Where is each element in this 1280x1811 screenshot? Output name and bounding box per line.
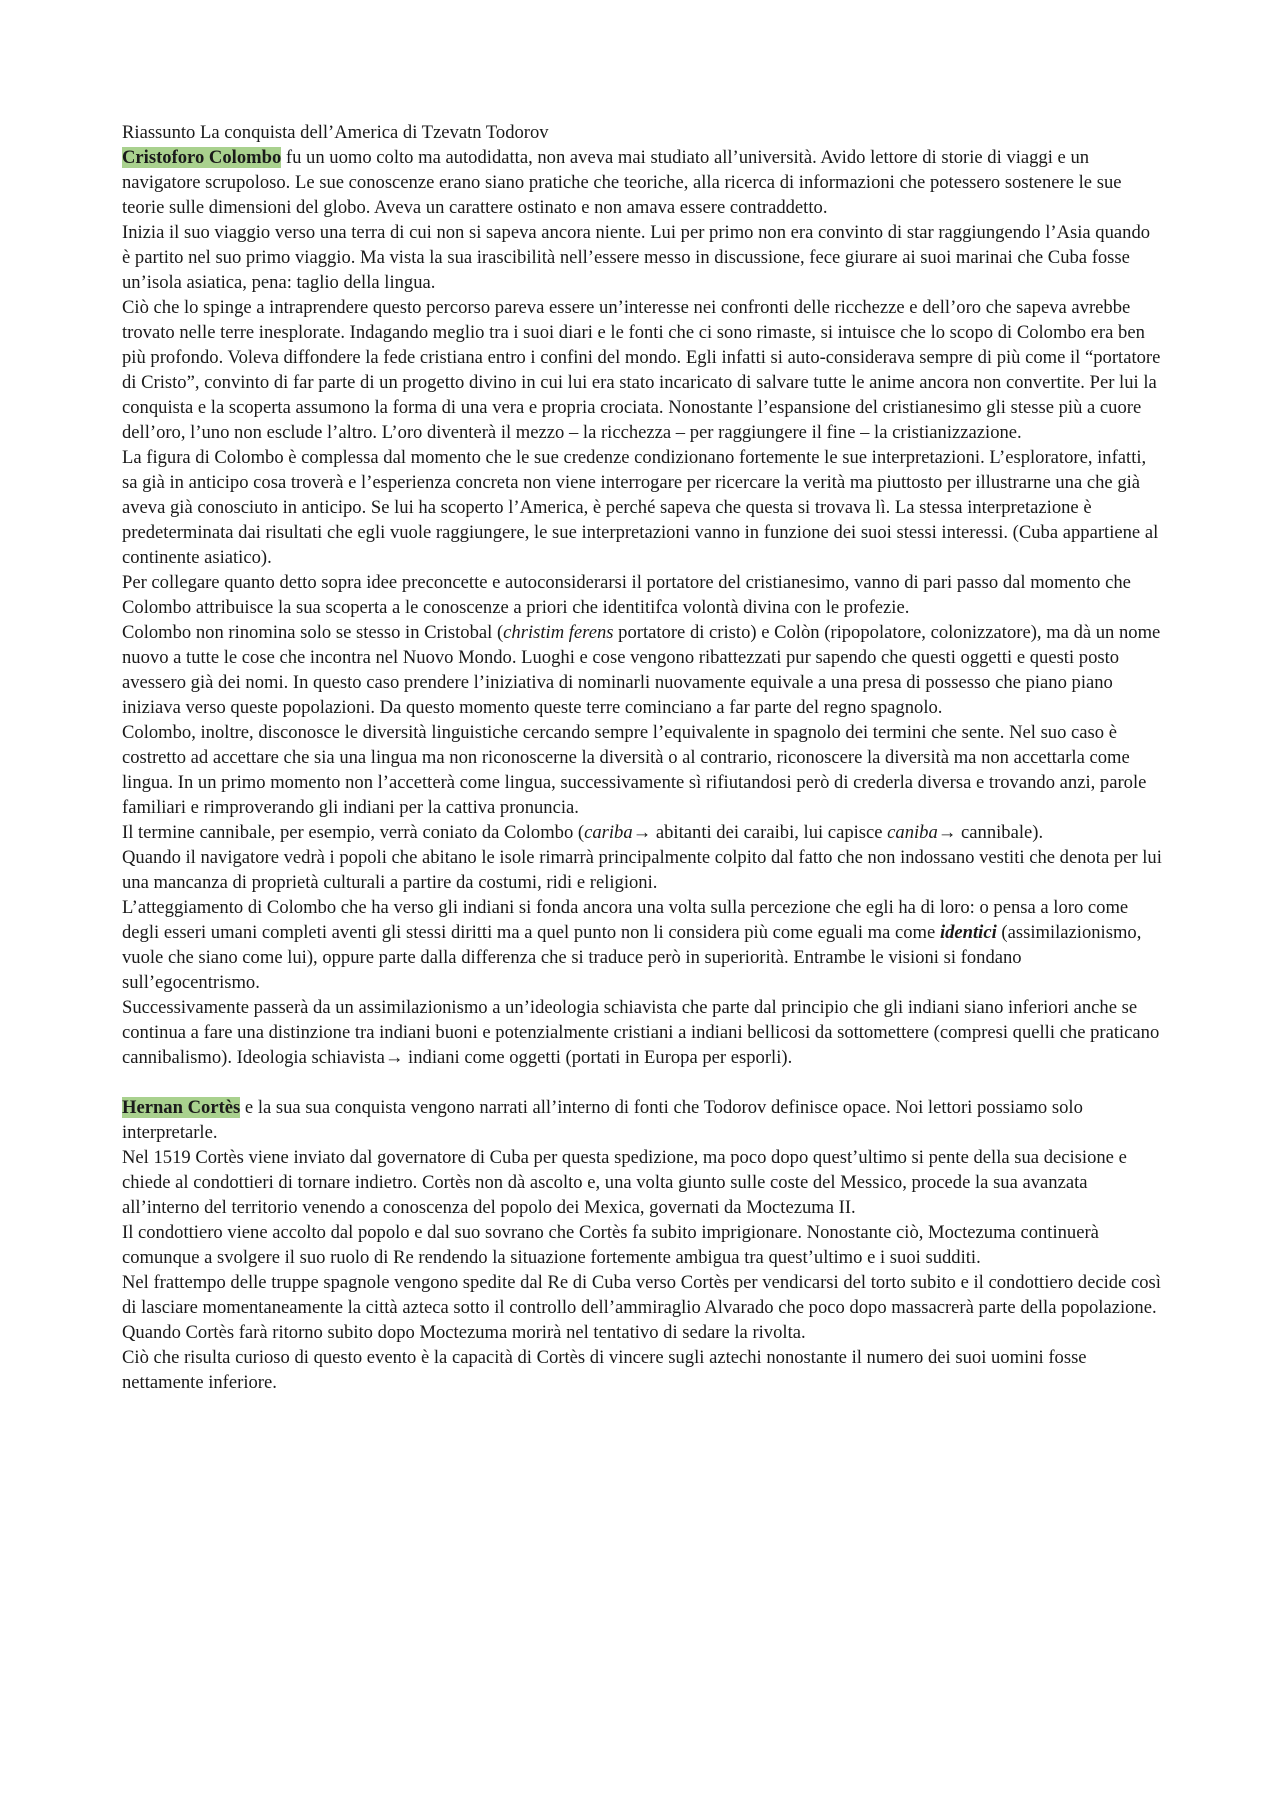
paragraph: Il condottiero viene accolto dal popolo e dal suo sovrano che Cortès fa subito imprigionare. Nonostante ciò, Moctezuma continuerà comunque a svolgere il suo ruolo di Re rendendo la situazione fortemente ambigua tra quest’ultimo e i suoi sudditi. [122,1222,1099,1268]
paragraph: La figura di Colombo è complessa dal momento che le sue credenze condizionano fortemente le sue interpretazioni. L’esploratore, infatti, sa già in anticipo cosa troverà e l’esperienza concreta non viene interrogare per ricercare la verità ma piuttosto per illustrarne una che già aveva già conosciuto in anticipo. Se lui ha scoperto l’America, è perché sapeva che questa si trovava lì. La stessa interpretazione è predeterminata dai risultati che egli vuole raggiungere, le sue interpretazioni vanno in funzione dei suoi stessi interessi. (Cuba appartiene al continente asiatico). [122,447,1159,568]
paragraph-text: Colombo non rinomina solo se stesso in Cristobal ( [122,622,504,643]
paragraph-text: e la sua sua conquista vengono narrati all’interno di fonti che Todorov definisce opace. Noi lettori possiamo solo interpretarle. [122,1097,1083,1143]
paragraph: Colombo, inoltre, disconosce le diversità linguistiche cercando sempre l’equivalente in spagnolo dei termini che sente. Nel suo caso è costretto ad accettare che sia una lingua ma non riconoscerne la diversità o al contrario, riconoscere la diversità ma non accettarla come lingua. In un primo momento non l’accetterà come lingua, successivamente sì rifiutandosi però di crederla diversa e trovando anzi, parole familiari e rimproverando gli indiani per la cattiva pronuncia. [122,722,1147,818]
bold-italic-term: identici [939,922,997,943]
paragraph [122,820,1162,845]
section-spacer [122,1070,1162,1095]
paragraph-text: → cannibale). [937,822,1044,843]
paragraph-text: L’atteggiamento di Colombo che ha verso gli indiani si fonda ancora una volta sulla percezione che egli ha di loro: o pensa a loro come degli esseri umani completi aventi gli stessi diritti ma a quel punto non li considera più come eguali ma come [122,897,1129,943]
section-heading-colombo: Cristoforo Colombo [122,147,282,168]
italic-term: caniba [887,822,938,843]
paragraph: Inizia il suo viaggio verso una terra di cui non si sapeva ancora niente. Lui per primo non era convinto di star raggiungendo l’Asia quando è partito nel suo primo viaggio. Ma vista la sua irascibilità nell’essere messo in discussione, fece giurare ai suoi marinai che Cuba fosse un’isola asiatica, pena: taglio della lingua. [122,222,1151,293]
paragraph [122,620,1162,720]
paragraph: Nel frattempo delle truppe spagnole vengono spedite dal Re di Cuba verso Cortès per vendicarsi del torto subito e il condottiero decide così di lasciare momentaneamente la città azteca sotto il controllo dell’ammiraglio Alvarado che poco dopo massacrerà parte della popolazione. Quando Cortès farà ritorno subito dopo Moctezuma morirà nel tentativo di sedare la rivolta. [122,1272,1161,1343]
paragraph: Quando il navigatore vedrà i popoli che abitano le isole rimarrà principalmente colpito dal fatto che non indossano vestiti che denota per lui una mancanza di proprietà culturali a partire da costumi, ridi e religioni. [122,847,1162,893]
paragraph [122,145,1162,220]
section-cortes [122,1095,1162,1395]
paragraph-text: Il termine cannibale, per esempio, verrà coniato da Colombo ( [122,822,585,843]
document-page [122,120,1162,1395]
paragraph [122,1095,1162,1145]
paragraph [122,895,1162,995]
paragraph-text: fu un uomo colto ma autodidatta, non aveva mai studiato all’università. Avido lettore di storie di viaggi e un navigatore scrupoloso. Le sue conoscenze erano siano pratiche che teoriche, alla ricerca di informazioni che potessero sostenere le sue teorie sulle dimensioni del globo. Aveva un carattere ostinato e non amava essere contraddetto. [122,147,1122,218]
paragraph-text: portatore di cristo) e Colòn (ripopolatore, colonizzatore), ma dà un nome nuovo a tutte le cose che incontra nel Nuovo Mondo. Luoghi e cose vengono ribattezzati pur sapendo che questi oggetti e questi posto avessero già dei nomi. In questo caso prendere l’iniziativa di nominarli nuovamente equivale a una presa di possesso che piano piano iniziava verso queste popolazioni. Da questo momento queste terre cominciano a far parte del regno spagnolo. [122,622,1161,718]
paragraph: Ciò che lo spinge a intraprendere questo percorso pareva essere un’interesse nei confronti delle ricchezze e dell’oro che sapeva avrebbe trovato nelle terre inesplorate. Indagando meglio tra i suoi diari e le fonti che ci sono rimaste, si intuisce che lo scopo di Colombo era ben più profondo. Voleva diffondere la fede cristiana entro i confini del mondo. Egli infatti si auto-considerava sempre di più come il “portatore di Cristo”, convinto di far parte di un progetto divino in cui lui era stato incaricato di salvare tutte le anime ancora non convertite. Per lui la conquista e la scoperta assumono la forma di una vera e propria crociata. Nonostante l’espansione del cristianesimo gli stesse più a cuore dell’oro, l’uno non esclude l’altro. L’oro diventerà il mezzo – la ricchezza – per raggiungere il fine – la cristianizzazione. [122,297,1161,443]
section-heading-cortes: Hernan Cortès [122,1097,241,1118]
paragraph: Nel 1519 Cortès viene inviato dal governatore di Cuba per questa spedizione, ma poco dopo quest’ultimo si pente della sua decisione e chiede al condottieri di tornare indietro. Cortès non dà ascolto e, una volta giunto sulle coste del Messico, procede la sua avanzata all’interno del territorio venendo a conoscenza del popolo dei Mexica, governati da Moctezuma II. [122,1147,1127,1218]
paragraph: Successivamente passerà da un assimilazionismo a un’ideologia schiavista che parte dal principio che gli indiani siano inferiori anche se continua a fare una distinzione tra indiani buoni e potenzialmente cristiani a indiani bellicosi da sottomettere (compresi quelli che praticano cannibalismo). Ideologia schiavista→ indiani come oggetti (portati in Europa per esporli). [122,997,1160,1068]
section-colombo [122,145,1162,1070]
paragraph: Per collegare quanto detto sopra idee preconcette e autoconsiderarsi il portatore del cristianesimo, vanno di pari passo dal momento che Colombo attribuisce la sua scoperta a le conoscenze a priori che identitifca volontà divina con le profezie. [122,572,1131,618]
document-title: Riassunto La conquista dell’America di Tzevatn Todorov [122,122,549,143]
italic-term: cariba [584,822,633,843]
italic-term: christim ferens [503,622,614,643]
paragraph-text: → abitanti dei caraibi, lui capisce [632,822,888,843]
paragraph-text: (assimilazionismo, vuole che siano come lui), oppure parte dalla differenza che si traduce però in superiorità. Entrambe le visioni si fondano sull’egocentrismo. [122,922,1142,993]
paragraph: Ciò che risulta curioso di questo evento è la capacità di Cortès di vincere sugli aztechi nonostante il numero dei suoi uomini fosse nettamente inferiore. [122,1347,1087,1393]
